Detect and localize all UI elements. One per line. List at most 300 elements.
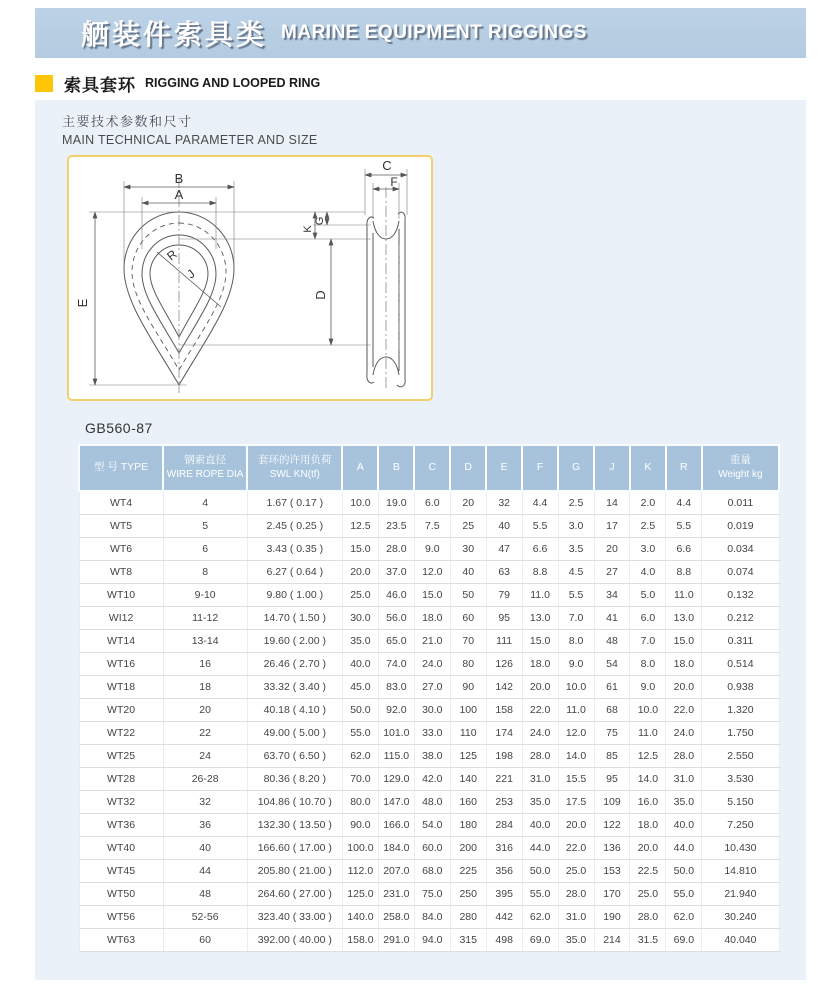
table-cell: 184.0 [378, 836, 414, 859]
table-cell: 56.0 [378, 606, 414, 629]
table-cell: 3.43 ( 0.35 ) [247, 537, 342, 560]
table-cell: 442 [486, 905, 522, 928]
table-cell: 83.0 [378, 675, 414, 698]
table-cell: 22.0 [522, 698, 558, 721]
table-cell: 10.430 [702, 836, 779, 859]
column-header: R [666, 445, 702, 491]
table-cell: 8.8 [666, 560, 702, 583]
table-cell: 12.0 [414, 560, 450, 583]
table-cell: 68 [594, 698, 630, 721]
dim-label-j: J [184, 266, 198, 282]
table-cell: 109 [594, 790, 630, 813]
table-cell: 136 [594, 836, 630, 859]
table-cell: 2.0 [630, 491, 666, 514]
table-cell: 49.00 ( 5.00 ) [247, 721, 342, 744]
table-row [79, 790, 779, 813]
table-cell: 40 [450, 560, 486, 583]
column-header: B [378, 445, 414, 491]
table-cell: 31.0 [522, 767, 558, 790]
table-cell: 166.60 ( 17.00 ) [247, 836, 342, 859]
table-cell: 142 [486, 675, 522, 698]
table-cell: 75.0 [414, 882, 450, 905]
table-cell: 35.0 [666, 790, 702, 813]
table-cell: 27 [594, 560, 630, 583]
table-row [79, 629, 779, 652]
table-cell: 22.0 [558, 836, 594, 859]
table-cell: 40.18 ( 4.10 ) [247, 698, 342, 721]
table-cell: 20.0 [522, 675, 558, 698]
table-cell: 63 [486, 560, 522, 583]
table-cell: 45.0 [342, 675, 378, 698]
table-cell: 63.70 ( 6.50 ) [247, 744, 342, 767]
table-cell: 48.0 [414, 790, 450, 813]
table-cell: 25 [450, 514, 486, 537]
table-cell: 126 [486, 652, 522, 675]
table-cell: 100.0 [342, 836, 378, 859]
table-cell: 284 [486, 813, 522, 836]
table-cell: 50 [450, 583, 486, 606]
table-cell: 7.5 [414, 514, 450, 537]
table-cell: 30.0 [342, 606, 378, 629]
table-cell: WT32 [79, 790, 163, 813]
table-cell: 6.6 [522, 537, 558, 560]
table-cell: 4.4 [666, 491, 702, 514]
table-cell: 31.0 [558, 905, 594, 928]
column-header: E [486, 445, 522, 491]
table-cell: 111 [486, 629, 522, 652]
column-header: J [594, 445, 630, 491]
table-cell: 20.0 [558, 813, 594, 836]
table-cell: 6.0 [414, 491, 450, 514]
table-cell: 140 [450, 767, 486, 790]
table-cell: 44 [163, 859, 247, 882]
table-cell: 8.0 [558, 629, 594, 652]
table-cell: 14.70 ( 1.50 ) [247, 606, 342, 629]
table-cell: 20 [450, 491, 486, 514]
table-cell: 14.0 [558, 744, 594, 767]
table-cell: 60 [450, 606, 486, 629]
dim-label-k: K [302, 225, 314, 233]
table-cell: 33.0 [414, 721, 450, 744]
table-cell: 18.0 [630, 813, 666, 836]
table-cell: WT45 [79, 859, 163, 882]
column-header: 型 号 TYPE [79, 445, 163, 491]
table-cell: 9.0 [630, 675, 666, 698]
table-cell: 60.0 [414, 836, 450, 859]
parameter-table [78, 444, 780, 952]
table-cell: 24.0 [666, 721, 702, 744]
table-cell: 35.0 [558, 928, 594, 951]
table-row [79, 813, 779, 836]
table-cell: 80 [450, 652, 486, 675]
table-cell: 207.0 [378, 859, 414, 882]
table-cell: 280 [450, 905, 486, 928]
table-cell: WT40 [79, 836, 163, 859]
table-cell: 125.0 [342, 882, 378, 905]
standard-number: GB560-87 [85, 420, 153, 436]
table-cell: 30.240 [702, 905, 779, 928]
table-cell: 9.80 ( 1.00 ) [247, 583, 342, 606]
table-cell: 85 [594, 744, 630, 767]
table-cell: 7.250 [702, 813, 779, 836]
table-cell: 0.212 [702, 606, 779, 629]
table-cell: 35.0 [342, 629, 378, 652]
table-cell: 214 [594, 928, 630, 951]
table-cell: 5 [163, 514, 247, 537]
intro-line-en: MAIN TECHNICAL PARAMETER AND SIZE [62, 133, 318, 147]
table-cell: 160 [450, 790, 486, 813]
table-cell: 5.5 [558, 583, 594, 606]
table-cell: 24 [163, 744, 247, 767]
table-cell: 11.0 [666, 583, 702, 606]
table-cell: 221 [486, 767, 522, 790]
column-header: 钢索直径 WIRE ROPE DIA [163, 445, 247, 491]
table-cell: 28.0 [666, 744, 702, 767]
table-cell: 15.0 [522, 629, 558, 652]
table-cell: WT22 [79, 721, 163, 744]
table-cell: 30 [450, 537, 486, 560]
dim-label-d: D [313, 290, 328, 300]
table-cell: 50.0 [342, 698, 378, 721]
page-banner [35, 8, 806, 58]
dim-label-g: G [314, 216, 326, 226]
table-cell: 200 [450, 836, 486, 859]
table-cell: 5.150 [702, 790, 779, 813]
table-cell: 40.0 [666, 813, 702, 836]
table-cell: 10.0 [630, 698, 666, 721]
content-panel [35, 100, 806, 980]
dim-label-e: E [75, 298, 90, 308]
table-cell: 15.0 [666, 629, 702, 652]
table-cell: 28.0 [378, 537, 414, 560]
table-row [79, 491, 779, 514]
table-cell: 14.0 [630, 767, 666, 790]
table-cell: 10.0 [342, 491, 378, 514]
table-cell: 205.80 ( 21.00 ) [247, 859, 342, 882]
table-cell: 60 [163, 928, 247, 951]
table-cell: 44.0 [522, 836, 558, 859]
table-cell: 110 [450, 721, 486, 744]
table-row [79, 514, 779, 537]
table-cell: 40.0 [342, 652, 378, 675]
table-cell: 20.0 [630, 836, 666, 859]
table-cell: 125 [450, 744, 486, 767]
table-cell: 100 [450, 698, 486, 721]
table-cell: 11.0 [522, 583, 558, 606]
table-cell: 395 [486, 882, 522, 905]
intro-text [62, 111, 318, 147]
table-cell: 11.0 [558, 698, 594, 721]
table-cell: 6.27 ( 0.64 ) [247, 560, 342, 583]
table-cell: WT16 [79, 652, 163, 675]
table-cell: 18 [163, 675, 247, 698]
table-row [79, 928, 779, 951]
table-cell: 47 [486, 537, 522, 560]
table-cell: 225 [450, 859, 486, 882]
table-cell: 55.0 [666, 882, 702, 905]
table-cell: 31.0 [666, 767, 702, 790]
table-cell: 38.0 [414, 744, 450, 767]
banner-title-zh: 舾装件索具类 [81, 19, 268, 50]
table-row [79, 767, 779, 790]
table-cell: 3.0 [558, 514, 594, 537]
table-cell: 25.0 [558, 859, 594, 882]
column-header: 套环的许用负荷 SWL KN(tf) [247, 445, 342, 491]
dim-label-f: F [390, 175, 398, 189]
table-cell: 4.5 [558, 560, 594, 583]
table-cell: 21.0 [414, 629, 450, 652]
table-cell: 36 [163, 813, 247, 836]
table-cell: 5.5 [666, 514, 702, 537]
table-cell: 32 [486, 491, 522, 514]
table-cell: 42.0 [414, 767, 450, 790]
table-cell: WI12 [79, 606, 163, 629]
table-cell: 15.0 [342, 537, 378, 560]
table-cell: 2.5 [630, 514, 666, 537]
table-cell: 6.6 [666, 537, 702, 560]
table-cell: 15.5 [558, 767, 594, 790]
column-header: K [630, 445, 666, 491]
table-cell: 25.0 [342, 583, 378, 606]
table-cell: WT25 [79, 744, 163, 767]
table-row [79, 905, 779, 928]
table-row [79, 606, 779, 629]
table-cell: 74.0 [378, 652, 414, 675]
table-cell: 40 [486, 514, 522, 537]
thimble-diagram [69, 157, 431, 399]
table-cell: 94.0 [414, 928, 450, 951]
table-cell: 14 [594, 491, 630, 514]
table-cell: 315 [450, 928, 486, 951]
table-cell: 16.0 [630, 790, 666, 813]
table-cell: 50.0 [522, 859, 558, 882]
dim-label-b: B [174, 171, 184, 186]
table-cell: 90.0 [342, 813, 378, 836]
table-cell: 4.4 [522, 491, 558, 514]
table-cell: 31.5 [630, 928, 666, 951]
table-cell: 20 [594, 537, 630, 560]
table-cell: 52-56 [163, 905, 247, 928]
table-cell: 9.0 [558, 652, 594, 675]
column-header: D [450, 445, 486, 491]
table-cell: 62.0 [666, 905, 702, 928]
table-cell: 22.5 [630, 859, 666, 882]
table-row [79, 836, 779, 859]
table-cell: 27.0 [414, 675, 450, 698]
table-cell: 13.0 [522, 606, 558, 629]
table-cell: 158 [486, 698, 522, 721]
table-cell: 5.5 [522, 514, 558, 537]
dim-label-c: C [382, 158, 392, 173]
dim-label-a: A [174, 187, 184, 202]
table-cell: 180 [450, 813, 486, 836]
table-cell: 12.5 [630, 744, 666, 767]
table-cell: 12.5 [342, 514, 378, 537]
table-cell: 62.0 [522, 905, 558, 928]
table-cell: 0.514 [702, 652, 779, 675]
table-cell: 79 [486, 583, 522, 606]
table-cell: 11.0 [630, 721, 666, 744]
table-cell: 2.45 ( 0.25 ) [247, 514, 342, 537]
table-cell: 26-28 [163, 767, 247, 790]
table-cell: 250 [450, 882, 486, 905]
table-cell: 3.5 [558, 537, 594, 560]
table-cell: 10.0 [558, 675, 594, 698]
table-cell: 140.0 [342, 905, 378, 928]
table-cell: 25.0 [630, 882, 666, 905]
table-cell: 166.0 [378, 813, 414, 836]
table-cell: 68.0 [414, 859, 450, 882]
table-cell: 18.0 [414, 606, 450, 629]
table-cell: 19.0 [378, 491, 414, 514]
table-cell: 9-10 [163, 583, 247, 606]
table-cell: 65.0 [378, 629, 414, 652]
table-cell: 14.810 [702, 859, 779, 882]
column-header: A [342, 445, 378, 491]
table-cell: 18.0 [666, 652, 702, 675]
table-cell: 7.0 [558, 606, 594, 629]
table-cell: 20.0 [342, 560, 378, 583]
table-row [79, 583, 779, 606]
table-cell: 17.5 [558, 790, 594, 813]
table-cell: 6.0 [630, 606, 666, 629]
column-header: C [414, 445, 450, 491]
table-cell: 48 [594, 629, 630, 652]
table-cell: 61 [594, 675, 630, 698]
table-cell: 55.0 [522, 882, 558, 905]
table-cell: WT10 [79, 583, 163, 606]
table-cell: WT50 [79, 882, 163, 905]
table-cell: 231.0 [378, 882, 414, 905]
table-cell: 80.0 [342, 790, 378, 813]
table-cell: 0.011 [702, 491, 779, 514]
table-cell: 95 [594, 767, 630, 790]
table-cell: 2.550 [702, 744, 779, 767]
table-cell: 1.750 [702, 721, 779, 744]
table-cell: 80.36 ( 8.20 ) [247, 767, 342, 790]
table-cell: 37.0 [378, 560, 414, 583]
table-cell: WT63 [79, 928, 163, 951]
column-header: 重量 Weight kg [702, 445, 779, 491]
table-cell: 40 [163, 836, 247, 859]
table-cell: 54 [594, 652, 630, 675]
table-row [79, 744, 779, 767]
table-cell: WT20 [79, 698, 163, 721]
table-cell: 1.67 ( 0.17 ) [247, 491, 342, 514]
column-header: F [522, 445, 558, 491]
table-cell: 115.0 [378, 744, 414, 767]
table-cell: 190 [594, 905, 630, 928]
table-cell: 46.0 [378, 583, 414, 606]
table-row [79, 560, 779, 583]
table-cell: 2.5 [558, 491, 594, 514]
table-cell: 4 [163, 491, 247, 514]
table-cell: 41 [594, 606, 630, 629]
table-cell: 23.5 [378, 514, 414, 537]
table-cell: 0.074 [702, 560, 779, 583]
table-cell: WT5 [79, 514, 163, 537]
table-row [79, 882, 779, 905]
table-cell: 15.0 [414, 583, 450, 606]
table-cell: 40.040 [702, 928, 779, 951]
table-cell: 5.0 [630, 583, 666, 606]
table-cell: 253 [486, 790, 522, 813]
table-cell: 0.311 [702, 629, 779, 652]
table-row [79, 698, 779, 721]
table-row [79, 675, 779, 698]
section-title-zh: 索具套环 [64, 75, 136, 95]
table-cell: WT56 [79, 905, 163, 928]
table-cell: 112.0 [342, 859, 378, 882]
table-cell: 48 [163, 882, 247, 905]
table-cell: 153 [594, 859, 630, 882]
table-cell: WT8 [79, 560, 163, 583]
table-cell: 0.938 [702, 675, 779, 698]
intro-line-zh: 主要技术参数和尺寸 [62, 114, 193, 129]
table-cell: WT18 [79, 675, 163, 698]
table-cell: 50.0 [666, 859, 702, 882]
table-cell: 8.0 [630, 652, 666, 675]
table-cell: 101.0 [378, 721, 414, 744]
table-cell: 69.0 [522, 928, 558, 951]
table-cell: 13.0 [666, 606, 702, 629]
table-cell: 174 [486, 721, 522, 744]
table-cell: 8 [163, 560, 247, 583]
table-cell: 258.0 [378, 905, 414, 928]
table-cell: 0.034 [702, 537, 779, 560]
table-cell: 33.32 ( 3.40 ) [247, 675, 342, 698]
table-cell: 28.0 [630, 905, 666, 928]
table-cell: 129.0 [378, 767, 414, 790]
yellow-bullet-icon [35, 75, 53, 92]
table-cell: WT14 [79, 629, 163, 652]
table-row [79, 537, 779, 560]
table-cell: 40.0 [522, 813, 558, 836]
table-cell: 8.8 [522, 560, 558, 583]
table-cell: 28.0 [522, 744, 558, 767]
column-header: G [558, 445, 594, 491]
table-cell: 62.0 [342, 744, 378, 767]
table-body [79, 491, 779, 951]
table-cell: 122 [594, 813, 630, 836]
section-title-en: RIGGING AND LOOPED RING [145, 76, 321, 90]
table-cell: 55.0 [342, 721, 378, 744]
table-cell: 84.0 [414, 905, 450, 928]
table-cell: 70.0 [342, 767, 378, 790]
table-cell: 21.940 [702, 882, 779, 905]
table-cell: 4.0 [630, 560, 666, 583]
table-cell: 90 [450, 675, 486, 698]
table-cell: 19.60 ( 2.00 ) [247, 629, 342, 652]
section-heading [35, 73, 320, 93]
table-cell: 264.60 ( 27.00 ) [247, 882, 342, 905]
table-cell: 198 [486, 744, 522, 767]
table-cell: 70 [450, 629, 486, 652]
table-cell: 20 [163, 698, 247, 721]
table-cell: 22.0 [666, 698, 702, 721]
table-cell: 13-14 [163, 629, 247, 652]
banner-title-en: MARINE EQUIPMENT RIGGINGS [281, 22, 587, 43]
table-cell: 132.30 ( 13.50 ) [247, 813, 342, 836]
table-cell: 498 [486, 928, 522, 951]
table-cell: WT6 [79, 537, 163, 560]
table-cell: 24.0 [522, 721, 558, 744]
technical-drawing [67, 155, 433, 401]
table-cell: 12.0 [558, 721, 594, 744]
table-cell: 35.0 [522, 790, 558, 813]
table-cell: WT36 [79, 813, 163, 836]
table-cell: 54.0 [414, 813, 450, 836]
